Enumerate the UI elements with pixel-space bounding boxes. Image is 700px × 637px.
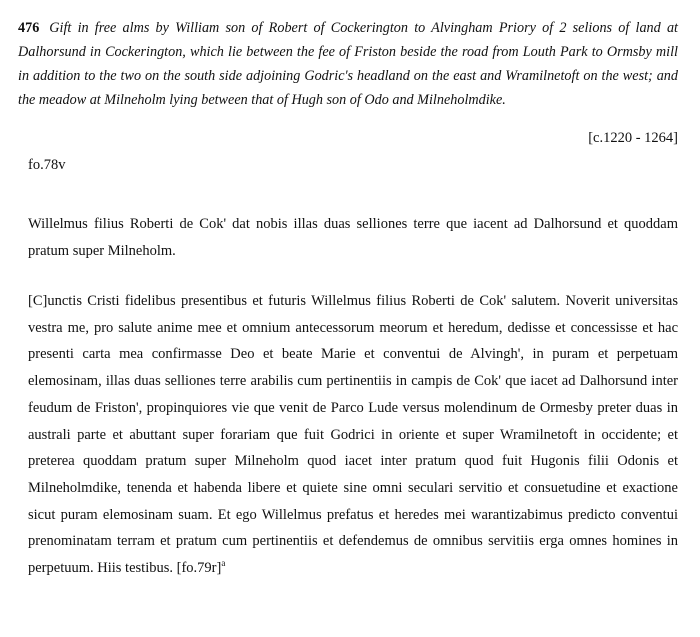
entry-number: 476 <box>18 20 40 36</box>
charter-text: [C]unctis Cristi fidelibus presentibus et futuris Willelmus filius Roberti de Cok' salutem. Noverit universitas vestra me, pro salute anime mee et omnium antecessorum meorum et heredum, dedisse et concessisse et hac presenti carta mea confirmasse Deo et beate Marie et conventui de Alvingh', in puram et perpetuam elemosinam, illas duas selliones terre arabilis cum pertinentiis in campis de Cok' que iacet ad Dalhorsund inter feudum de Friston', propinquiores vie que venit de Parco Lude versus molendinum de Ormesby preter duas in australi parte et abuttant super forariam que fuit Godrici in oriente et super Wramilnetoft in occidente; et preterea quoddam pratum super Milneholm quod iacet inter pratum quod fuit Hugonis filii Odonis et Milneholmdike, tenenda et habenda libere et quiete sine omni seculari servitio et consuetudine et exactione sicut puram elemosinam suam. Et ego Willelmus prefatus et heredes mei warantizabimus predicto conventui prenominatam terram et pratum cum pertinentiis et defendemus de omnibus servitiis erga omnes homines in perpetuum. Hiis testibus. <box>28 293 678 577</box>
summary-paragraph: Willelmus filius Roberti de Cok' dat nobis illas duas selliones terre que iacent ad Dalhorsund et quoddam pratum super Milneholm. <box>28 216 678 259</box>
folio-end-label: [fo.79r] <box>176 560 222 577</box>
entry-heading-text: Gift in free alms by William son of Robert of Cockerington to Alvingham Priory of 2 selions of land at Dalhorsund in Cockerington, which lie between the fee of Friston beside the road from Louth Park to Ormsby mill in addition to the two on the south side adjoining Godric's headland on the east and Wramilnetoft on the west; and the meadow at Milneholm lying between that of Hugh son of Odo and Milneholmdike. <box>18 20 678 108</box>
folio-end <box>177 560 226 576</box>
entry-heading <box>18 16 678 112</box>
folio-start: fo.78v <box>28 157 66 173</box>
footnote-marker: a <box>221 558 226 569</box>
entry-date: [c.1220 - 1264] <box>588 130 678 146</box>
charter-paragraph <box>28 288 678 582</box>
